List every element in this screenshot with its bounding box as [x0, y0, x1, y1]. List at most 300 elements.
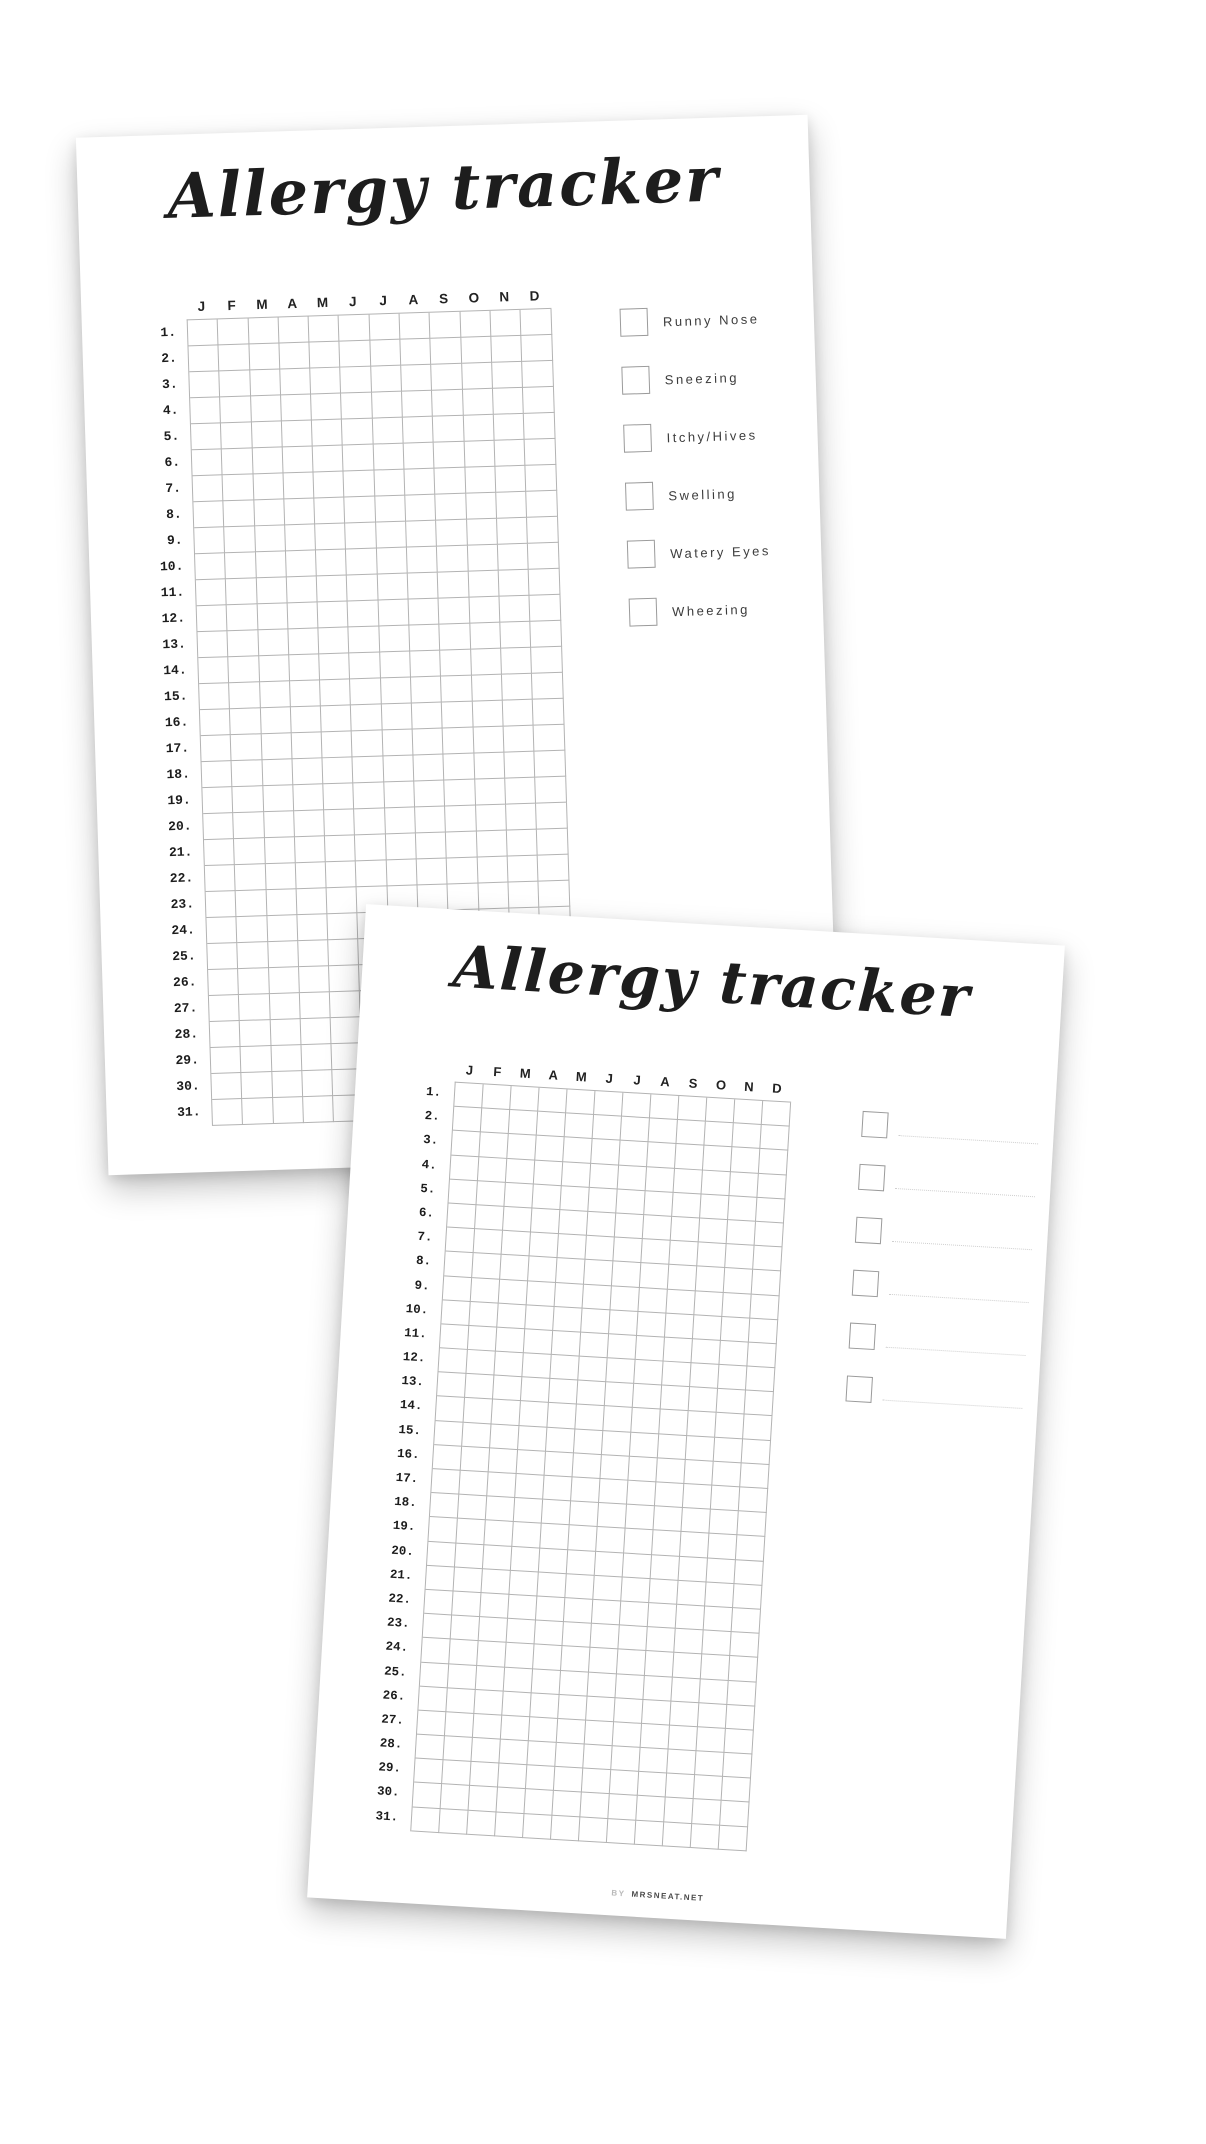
- month-label: J: [379, 293, 388, 309]
- month-label: J: [605, 1070, 614, 1087]
- grid-cell: [414, 780, 445, 807]
- grid-cell: [574, 1429, 603, 1455]
- grid-cell: [717, 1389, 746, 1415]
- grid-cell: [647, 1143, 676, 1169]
- grid-cell: [315, 497, 346, 524]
- grid-cell: [581, 1308, 610, 1334]
- grid-cell: [468, 571, 499, 598]
- month-label: J: [465, 1062, 474, 1078]
- grid-cell: [562, 1622, 591, 1648]
- grid-cell: [740, 1463, 769, 1489]
- grid-cell: [444, 754, 475, 781]
- month-label: F: [492, 1063, 502, 1080]
- grid-cell: [603, 1407, 632, 1433]
- grid-cell: [285, 524, 316, 551]
- grid-cell: [499, 1740, 528, 1766]
- grid-cell: [749, 1318, 778, 1344]
- grid-cell: [534, 1621, 563, 1647]
- grid-cell: [229, 656, 260, 683]
- grid-cell: [504, 752, 535, 779]
- grid-cell: [451, 1616, 480, 1642]
- grid-cell: [753, 1246, 782, 1272]
- grid-cell: [671, 1217, 700, 1243]
- grid-cell: [441, 650, 472, 677]
- month-label: N: [743, 1078, 755, 1095]
- grid-cell: [652, 1531, 681, 1557]
- grid-cell: [619, 1141, 648, 1167]
- grid-cell: [493, 388, 524, 415]
- grid-cell: [383, 755, 414, 782]
- grid-cell: [476, 1181, 505, 1207]
- grid-cell: [241, 1046, 272, 1073]
- row-number: 27.: [173, 1000, 198, 1017]
- row-number: 11.: [403, 1326, 428, 1342]
- grid-cell: [261, 733, 292, 760]
- grid-cell: [436, 520, 467, 547]
- grid-cell: [427, 1541, 456, 1567]
- grid-cell: [371, 366, 402, 393]
- grid-cell: [442, 1760, 471, 1786]
- grid-cell: [507, 830, 538, 857]
- grid-cell: [620, 1601, 649, 1627]
- grid-cell: [591, 1139, 620, 1165]
- row-number: 4.: [421, 1157, 438, 1173]
- grid-cell: [728, 1196, 757, 1222]
- grid-cell: [504, 1183, 533, 1209]
- grid-cell: [472, 675, 503, 702]
- row-number: 30.: [176, 1078, 200, 1095]
- grid-cell: [382, 729, 413, 756]
- grid-cell: [506, 1159, 535, 1185]
- grid-cell: [373, 444, 404, 471]
- grid-cell: [734, 1099, 763, 1125]
- row-number: 28.: [174, 1026, 199, 1043]
- grid-cell: [446, 1688, 475, 1714]
- row-number: 3.: [161, 376, 178, 393]
- grid-cell: [517, 1450, 546, 1476]
- row-number: 26.: [172, 974, 197, 991]
- grid-cell: [527, 1741, 556, 1767]
- grid-cell: [501, 648, 532, 675]
- grid-cell: [694, 1775, 723, 1801]
- grid-cell: [718, 1365, 747, 1391]
- grid-cell: [440, 624, 471, 651]
- grid-cell: [441, 676, 472, 703]
- checkbox-icon: [620, 308, 649, 337]
- grid-cell: [507, 1619, 536, 1645]
- grid-cell: [697, 1243, 726, 1269]
- grid-cell: [347, 574, 378, 601]
- grid-cell: [533, 699, 564, 726]
- grid-cell: [551, 1815, 580, 1841]
- grid-cell: [322, 731, 353, 758]
- grid-cell: [511, 1546, 540, 1572]
- grid-cell: [435, 468, 466, 495]
- grid-cell: [254, 499, 285, 526]
- grid-cell: [693, 1315, 722, 1341]
- grid-cell: [225, 552, 256, 579]
- grid-cell: [759, 1149, 788, 1175]
- grid-cell: [463, 415, 494, 442]
- grid-cell: [727, 1680, 756, 1706]
- grid-cell: [535, 751, 566, 778]
- grid-cell: [534, 1160, 563, 1186]
- grid-cell: [464, 1398, 493, 1424]
- grid-cell: [599, 1479, 628, 1505]
- grid-cell: [351, 678, 382, 705]
- grid-cell: [473, 1714, 502, 1740]
- symptom-legend: [620, 304, 774, 626]
- grid-cell: [242, 1072, 273, 1099]
- grid-cell: [502, 674, 533, 701]
- grid-cell: [452, 1591, 481, 1617]
- grid-cell: [542, 1500, 571, 1526]
- grid-cell: [232, 760, 263, 787]
- month-label: A: [287, 295, 298, 312]
- grid-cell: [433, 416, 464, 443]
- grid-cell: [674, 1629, 703, 1655]
- grid-cell: [545, 1452, 574, 1478]
- grid-cell: [675, 1144, 704, 1170]
- grid-cell: [472, 1253, 501, 1279]
- grid-cell: [385, 807, 416, 834]
- grid-cell: [616, 1189, 645, 1215]
- grid-cell: [529, 1717, 558, 1743]
- row-number: 10.: [159, 558, 184, 575]
- grid-cell: [197, 605, 228, 632]
- checkbox-icon: [629, 598, 658, 627]
- grid-cell: [467, 519, 498, 546]
- grid-cell: [410, 651, 441, 678]
- grid-cell: [525, 439, 556, 466]
- grid-cell: [437, 546, 468, 573]
- grid-cell: [553, 1307, 582, 1333]
- grid-cell: [499, 596, 530, 623]
- row-number: 22.: [388, 1591, 412, 1607]
- grid-cell: [411, 677, 442, 704]
- grid-cell: [237, 916, 268, 943]
- row-number: 6.: [164, 454, 181, 471]
- grid-cell: [680, 1532, 709, 1558]
- grid-cell: [460, 311, 491, 338]
- grid-cell: [474, 1690, 503, 1716]
- grid-cell: [421, 1638, 450, 1664]
- grid-cell: [555, 1743, 584, 1769]
- grid-cell: [719, 1341, 748, 1367]
- month-label: O: [468, 290, 480, 306]
- grid-cell: [530, 1693, 559, 1719]
- grid-cell: [643, 1215, 672, 1241]
- grid-cell: [527, 517, 558, 544]
- grid-cell: [636, 1796, 665, 1822]
- grid-cell: [676, 1120, 705, 1146]
- grid-cell: [611, 1746, 640, 1772]
- grid-cell: [300, 992, 331, 1019]
- grid-cell: [708, 1534, 737, 1560]
- grid-cell: [531, 1208, 560, 1234]
- grid-cell: [756, 1198, 785, 1224]
- grid-cell: [314, 471, 345, 498]
- grid-cell: [757, 1173, 786, 1199]
- grid-cell: [224, 500, 255, 527]
- grid-cell: [293, 784, 324, 811]
- grid-cell: [535, 777, 566, 804]
- legend-blank-line: [886, 1346, 1026, 1356]
- grid-cell: [230, 708, 261, 735]
- grid-cell: [403, 417, 434, 444]
- grid-cell: [405, 469, 436, 496]
- grid-cell: [500, 1255, 529, 1281]
- grid-cell: [559, 1210, 588, 1236]
- grid-cell: [269, 967, 300, 994]
- grid-cell: [579, 1817, 608, 1843]
- grid-cell: [444, 1252, 473, 1278]
- legend-label: Swelling: [668, 485, 738, 503]
- grid-cell: [415, 806, 446, 833]
- grid-cell: [646, 1627, 675, 1653]
- grid-cell: [401, 365, 432, 392]
- grid-cell: [737, 1511, 766, 1537]
- grid-cell: [188, 345, 219, 372]
- grid-cell: [565, 1114, 594, 1140]
- grid-cell: [586, 1696, 615, 1722]
- row-number: 17.: [165, 740, 190, 757]
- grid-cell: [509, 1110, 538, 1136]
- grid-cell: [689, 1387, 718, 1413]
- grid-cell: [499, 570, 530, 597]
- grid-cell: [420, 1662, 449, 1688]
- grid-cell: [614, 1698, 643, 1724]
- grid-cell: [222, 448, 253, 475]
- grid-cell: [233, 786, 264, 813]
- grid-cell: [524, 413, 555, 440]
- grid-cell: [287, 576, 318, 603]
- grid-cell: [440, 1324, 469, 1350]
- grid-cell: [692, 1800, 721, 1826]
- month-label: J: [197, 298, 206, 315]
- grid-cell: [384, 781, 415, 808]
- row-number: 13.: [400, 1374, 425, 1390]
- grid-cell: [506, 804, 537, 831]
- grid-cell: [465, 1374, 494, 1400]
- grid-cell: [450, 1155, 479, 1181]
- grid-cell: [234, 838, 265, 865]
- grid-cell: [739, 1487, 768, 1513]
- grid-cell: [341, 367, 372, 394]
- grid-cell: [370, 340, 401, 367]
- grid-cell: [387, 859, 418, 886]
- grid-cell: [635, 1820, 664, 1846]
- grid-cell: [448, 883, 479, 910]
- grid-cell: [497, 1303, 526, 1329]
- tracker-page-2: [307, 904, 1065, 1939]
- grid-cell: [670, 1701, 699, 1727]
- grid-cell: [584, 1260, 613, 1286]
- grid-cell: [469, 1302, 498, 1328]
- grid-cell: [531, 647, 562, 674]
- grid-cell: [760, 1125, 789, 1151]
- grid-cell: [210, 1021, 241, 1048]
- grid-cell: [257, 603, 288, 630]
- grid-cell: [434, 1421, 463, 1447]
- grid-cell: [726, 1705, 755, 1731]
- grid-cell: [669, 1241, 698, 1267]
- legend-item: [625, 478, 770, 511]
- grid-cell: [481, 1569, 510, 1595]
- grid-cell: [678, 1096, 707, 1122]
- grid-cell: [494, 414, 525, 441]
- grid-cell: [197, 631, 228, 658]
- row-number: 22.: [169, 870, 194, 887]
- grid-cell: [497, 1788, 526, 1814]
- grid-cell: [400, 313, 431, 340]
- grid-cell: [382, 703, 413, 730]
- row-number: 18.: [393, 1495, 418, 1511]
- grid-cell: [658, 1434, 687, 1460]
- grid-cell: [475, 1205, 504, 1231]
- grid-cell: [289, 654, 320, 681]
- grid-cell: [607, 1819, 636, 1845]
- row-number: 7.: [165, 480, 182, 497]
- row-number: 4.: [162, 402, 179, 419]
- grid-cell: [525, 1305, 554, 1331]
- grid-cell: [566, 1089, 595, 1115]
- grid-cell: [464, 441, 495, 468]
- grid-cell: [496, 1328, 525, 1354]
- grid-cell: [633, 1384, 662, 1410]
- grid-cell: [719, 1825, 748, 1851]
- grid-cell: [375, 496, 406, 523]
- grid-cell: [411, 1807, 440, 1833]
- grid-cell: [563, 1138, 592, 1164]
- grid-cell: [258, 629, 289, 656]
- grid-cell: [703, 1146, 732, 1172]
- grid-cell: [202, 787, 233, 814]
- grid-cell: [643, 1676, 672, 1702]
- grid-cell: [319, 627, 350, 654]
- grid-cell: [627, 1481, 656, 1507]
- row-number: 1.: [425, 1085, 442, 1100]
- grid-cell: [494, 1352, 523, 1378]
- grid-cell: [699, 1218, 728, 1244]
- grid-cell: [412, 703, 443, 730]
- grid-cell: [503, 1207, 532, 1233]
- grid-cell: [695, 1751, 724, 1777]
- grid-cell: [438, 572, 469, 599]
- row-number: 25.: [172, 948, 196, 965]
- grid-cell: [413, 729, 444, 756]
- grid-cell: [346, 523, 377, 550]
- grid-cell: [409, 599, 440, 626]
- grid-cell: [374, 470, 405, 497]
- grid-cell: [492, 1400, 521, 1426]
- tracker-grid: [410, 1082, 791, 1851]
- legend-item: [849, 1323, 1027, 1359]
- grid-cell: [436, 494, 467, 521]
- grid-cell: [617, 1650, 646, 1676]
- grid-cell: [431, 1469, 460, 1495]
- grid-cell: [282, 420, 313, 447]
- row-number: 16.: [396, 1446, 420, 1463]
- row-number: 9.: [414, 1278, 430, 1294]
- grid-cell: [712, 1462, 741, 1488]
- grid-cell: [441, 1785, 470, 1811]
- blank-legend: [845, 1111, 1039, 1412]
- grid-cell: [637, 1312, 666, 1338]
- grid-cell: [249, 343, 280, 370]
- grid-cell: [191, 423, 222, 450]
- grid-cell: [505, 778, 536, 805]
- grid-cell: [221, 422, 252, 449]
- grid-cell: [355, 808, 386, 835]
- row-number: 25.: [383, 1664, 408, 1680]
- grid-cell: [434, 442, 465, 469]
- grid-cell: [343, 445, 374, 472]
- grid-cell: [211, 1047, 242, 1074]
- grid-cell: [724, 1268, 753, 1294]
- grid-cell: [446, 832, 477, 859]
- month-label: J: [633, 1072, 642, 1088]
- grid-cell: [417, 1711, 446, 1737]
- grid-cell: [372, 392, 403, 419]
- grid-cell: [220, 370, 251, 397]
- grid-cell: [523, 1814, 552, 1840]
- grid-cell: [630, 1432, 659, 1458]
- grid-cell: [211, 1073, 242, 1100]
- grid-cell: [413, 1783, 442, 1809]
- month-label: D: [771, 1080, 783, 1097]
- grid-cell: [508, 1595, 537, 1621]
- grid-cell: [329, 965, 360, 992]
- grid-cell: [539, 881, 570, 908]
- grid-cell: [550, 1355, 579, 1381]
- grid-cell: [648, 1119, 677, 1145]
- grid-cell: [468, 1326, 497, 1352]
- grid-cell: [212, 1099, 243, 1126]
- grid-cell: [378, 574, 409, 601]
- grid-cell: [380, 652, 411, 679]
- grid-cell: [510, 1086, 539, 1112]
- grid-cell: [355, 834, 386, 861]
- row-number: 16.: [164, 714, 189, 731]
- grid-cell: [589, 1648, 618, 1674]
- grid-cell: [402, 391, 433, 418]
- row-number: 13.: [162, 636, 187, 653]
- grid-cell: [251, 395, 282, 422]
- grid-cell: [469, 1786, 498, 1812]
- grid-cell: [585, 1720, 614, 1746]
- grid-cell: [229, 682, 260, 709]
- grid-cell: [482, 1084, 511, 1110]
- grid-cell: [732, 1123, 761, 1149]
- grid-cell: [220, 396, 251, 423]
- grid-cell: [239, 994, 270, 1021]
- grid-cell: [469, 597, 500, 624]
- grid-cell: [558, 1695, 587, 1721]
- grid-cell: [199, 683, 230, 710]
- month-label: M: [316, 294, 329, 311]
- row-number: 24.: [171, 922, 196, 939]
- grid-cell: [321, 705, 352, 732]
- grid-cell: [256, 551, 287, 578]
- grid-cell: [284, 498, 315, 525]
- row-number: 14.: [399, 1398, 423, 1414]
- grid-cell: [683, 1484, 712, 1510]
- grid-cell: [595, 1551, 624, 1577]
- month-label: N: [499, 289, 510, 305]
- grid-cell: [521, 1377, 550, 1403]
- grid-cell: [437, 1372, 466, 1398]
